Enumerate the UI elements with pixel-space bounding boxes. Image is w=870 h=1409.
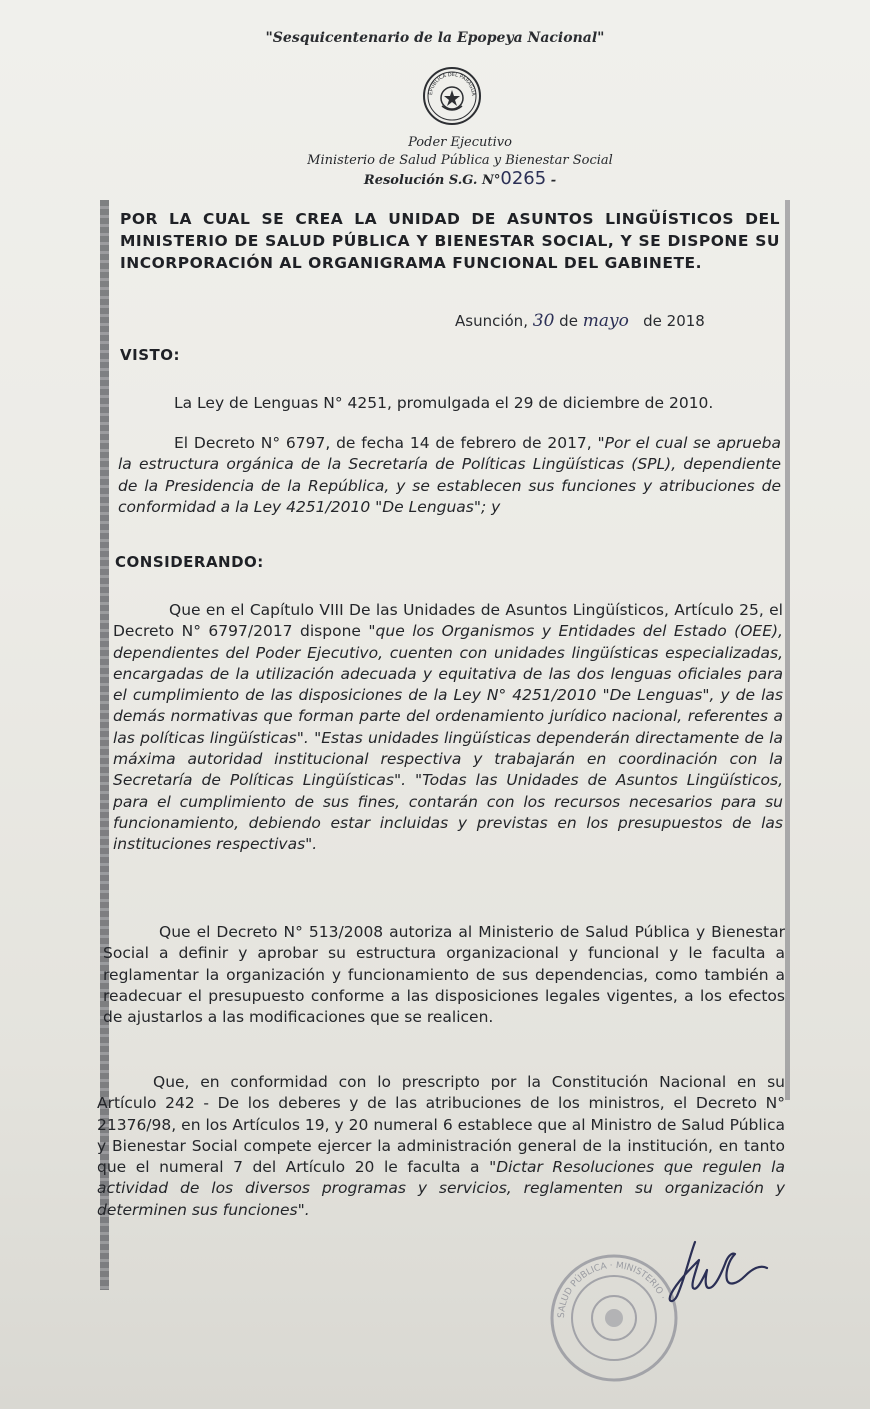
issuer-branch: Poder Ejecutivo	[408, 135, 512, 150]
signature-icon	[655, 1238, 785, 1308]
date-month: mayo	[582, 311, 629, 331]
resolution-prefix: Resolución S.G. N°	[363, 173, 501, 188]
considerando-paragraph-3-quote: "Dictar Resoluciones que regulen la actividad de los diversos programas y servicios, reglamenten su organización y determinen sus funciones".	[97, 1158, 785, 1219]
date-de-2: de	[643, 312, 662, 330]
issuer-ministry: Ministerio de Salud Pública y Bienestar Social	[307, 153, 613, 168]
considerando-paragraph-1	[113, 600, 783, 856]
motto: "Sesquicentenario de la Epopeya Nacional"	[265, 30, 605, 46]
svg-text:REPÚBLICA DEL PARAGUAY: EPÚBLICA DEL PARAGUA	[427, 71, 477, 96]
visto-paragraph-1	[118, 393, 778, 414]
considerando-paragraph-2	[103, 922, 785, 1028]
visto-paragraph-2-quote: "Por el cual se aprueba la estructura orgánica de la Secretaría de Políticas Lingüísticas (SPL), dependiente de la Presidencia de la República, y se establecen sus funciones y atribuciones de conformidad a la Ley 4251/2010 "De Lenguas"; y	[118, 434, 781, 516]
visto-heading: VISTO:	[120, 346, 180, 364]
considerando-paragraph-2-text: Que el Decreto N° 513/2008 autoriza al Ministerio de Salud Pública y Bienestar Social a definir y aprobar su estructura organizacional y funcional y le faculta a reglamentar la organización y funcionamiento de sus dependencias, como también a readecuar el presupuesto conforme a las disposiciones legales vigentes, a los efectos de ajustarlos a las modificaciones que se realicen.	[103, 923, 785, 1027]
date-city: Asunción,	[455, 312, 528, 330]
visto-paragraph-2-lead: El Decreto N° 6797, de fecha 14 de febrero de 2017,	[174, 434, 598, 452]
resolution-number: 0265	[500, 168, 547, 189]
considerando-paragraph-1-lead: Que en el Capítulo VIII De las Unidades de Asuntos Lingüísticos, Artículo 25, el Decreto N° 6797/2017 dispone	[113, 601, 783, 641]
date-year: 2018	[666, 312, 705, 330]
resolution-title: POR LA CUAL SE CREA LA UNIDAD DE ASUNTOS LINGÜÍSTICOS DEL MINISTERIO DE SALUD PÚBLICA Y BIENESTAR SOCIAL, Y SE DISPONE SU INCORPORACIÓN AL ORGANIGRAMA FUNCIONAL DEL GABINETE.	[120, 210, 780, 272]
svg-text:SALUD PÚBLICA · MINISTERIO ·: SALUD PÚBLICA · MINISTERIO ·	[556, 1260, 668, 1319]
date-line	[455, 311, 705, 331]
considerando-paragraph-3	[97, 1072, 785, 1221]
visto-paragraph-1-text: La Ley de Lenguas N° 4251, promulgada el 29 de diciembre de 2010.	[174, 394, 714, 412]
visto-paragraph-2	[118, 433, 781, 518]
considerando-heading: CONSIDERANDO:	[115, 553, 264, 571]
resolution-line	[0, 170, 870, 190]
considerando-paragraph-1-quote: "que los Organismos y Entidades del Estado (OEE), dependientes del Poder Ejecutivo, cuenten con unidades lingüísticas especializadas, encargadas de la utilización adecuada y equitativa de las dos lenguas oficiales para el cumplimiento de las disposiciones de la Ley N° 4251/2010 "De Lenguas", y de las demás normativas que forman parte del ordenamiento jurídico nacional, referentes a las políticas lingüísticas". "Estas unidades lingüísticas dependerán directamente de la máxima autoridad institucional respectiva y trabajarán en coordinación con la Secretaría de Políticas Lingüísticas". "Todas las Unidades de Asuntos Lingüísticos, para el cumplimiento de sus fines, contarán con los recursos necesarios para su funcionamiento, debiendo estar incluidas y previstas en los presupuestos de las instituciones respectivas".	[113, 622, 783, 854]
issuer-header	[0, 134, 870, 190]
resolution-suffix: -	[546, 173, 557, 188]
margin-rule-right	[785, 200, 790, 1100]
date-de-1: de	[559, 312, 578, 330]
date-day: 30	[532, 311, 555, 331]
national-seal-icon	[422, 66, 482, 126]
considerando-paragraph-3-lead: Que, en conformidad con lo prescripto por la Constitución Nacional en su Artículo 242 - De los deberes y de las atribuciones de los ministros, el Decreto N° 21376/98, en los Artículos 19, y 20 numeral 6 establece que al Ministro de Salud Pública y Bienestar Social compete ejercer la administración general de la institución, en tanto que el numeral 7 del Artículo 20 le faculta a	[97, 1073, 785, 1177]
